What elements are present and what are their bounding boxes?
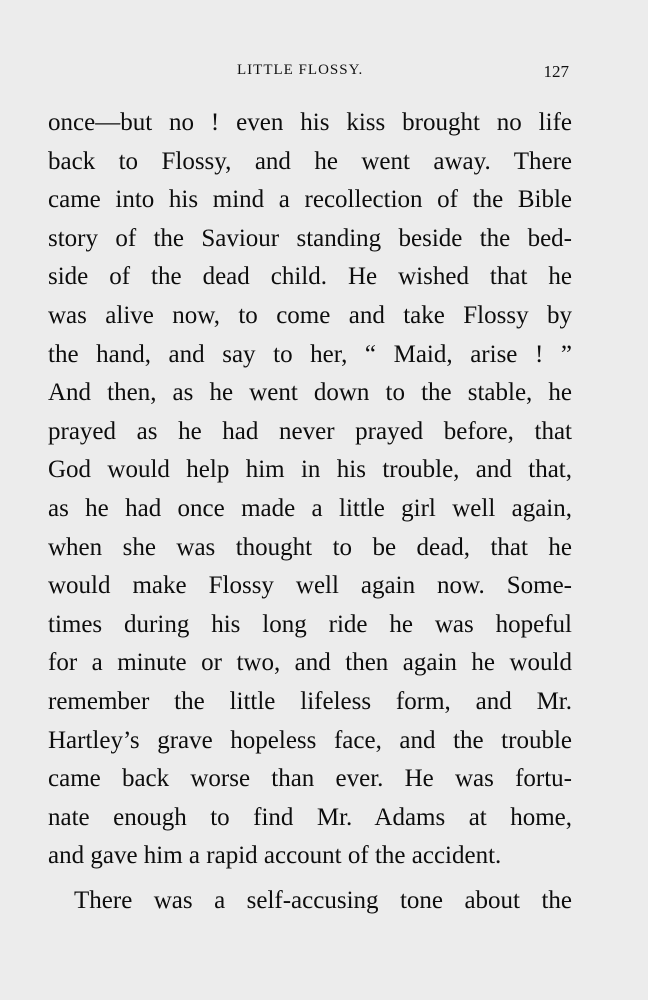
text-line: God would help him in his trouble, and that, [48,456,572,484]
page-number: 127 [543,62,569,81]
text-line: as he had once made a little girl well again, [48,494,572,522]
page-header [0,62,648,86]
text-line: There was a self-accusing tone about the [74,886,572,914]
body-text [48,104,572,920]
text-line: nate enough to find Mr. Adams at home, [48,803,572,831]
text-line: when she was thought to be dead, that he [48,533,572,561]
text-line: and gave him a rapid account of the accident. [48,842,502,870]
text-line: back to Flossy, and he went away. There [48,147,572,175]
text-line: remember the little lifeless form, and Mr. [48,687,572,715]
paragraph [48,104,572,876]
text-line: once—but no ! even his kiss brought no life [48,109,572,136]
text-line: Hartley’s grave hopeless face, and the trouble [48,726,572,754]
text-line: times during his long ride he was hopeful [48,610,572,638]
text-line: story of the Saviour standing beside the bed- [48,224,572,252]
text-line: prayed as he had never prayed before, that [48,417,572,445]
text-line: And then, as he went down to the stable, he [48,379,572,407]
text-line: was alive now, to come and take Flossy by [48,301,572,329]
paragraph [48,882,572,921]
text-line: came into his mind a recollection of the Bible [48,186,572,214]
text-line: side of the dead child. He wished that he [48,263,572,291]
running-head: LITTLE FLOSSY. [237,62,364,78]
text-line: would make Flossy well again now. Some- [48,572,572,600]
text-line: the hand, and say to her, “ Maid, arise ! ” [48,340,572,368]
text-line: for a minute or two, and then again he would [48,649,572,677]
text-line: came back worse than ever. He was fortu- [48,765,572,793]
